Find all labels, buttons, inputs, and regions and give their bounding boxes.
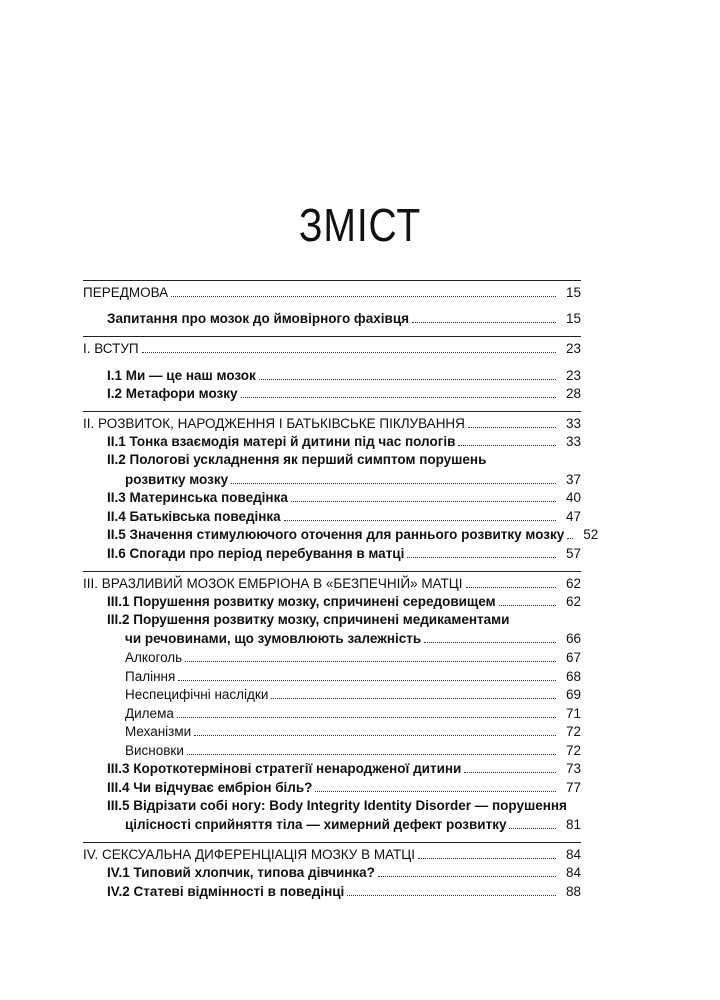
- toc-entry-title: IV.2 Статеві відмінності в поведінці: [107, 884, 345, 900]
- toc-section: [83, 571, 581, 842]
- toc-entry-title: Алкоголь: [125, 649, 183, 665]
- toc-entry-title: III.1 Порушення розвитку мозку, спричинені середовищем: [107, 594, 496, 610]
- dot-leader: [271, 685, 556, 699]
- toc-entry-title: II.2 Пологові ускладнення як перший симптом порушень: [107, 452, 487, 468]
- toc-page-number: 72: [565, 742, 581, 758]
- toc-entry[interactable]: [83, 451, 581, 470]
- dot-leader: [468, 414, 556, 428]
- toc-entry-title: I.1 Ми — це наш мозок: [107, 367, 256, 383]
- toc-chapter-entry[interactable]: [83, 339, 581, 358]
- dot-leader: [142, 339, 556, 353]
- toc-entry[interactable]: [83, 882, 581, 901]
- spacer: [83, 358, 581, 366]
- toc-entry[interactable]: [83, 760, 581, 779]
- toc-section: [83, 411, 599, 571]
- toc-entry[interactable]: [83, 488, 581, 507]
- dot-leader: [424, 630, 556, 644]
- page-title: ЗМІСТ: [298, 199, 422, 251]
- toc-entry-title: I. ВСТУП: [83, 341, 139, 356]
- dot-leader: [177, 704, 556, 718]
- toc-entry[interactable]: [83, 722, 581, 741]
- dot-leader: [171, 283, 556, 297]
- toc-page-number: 47: [565, 508, 581, 524]
- dot-leader: [418, 845, 556, 859]
- toc-entry-title: ПЕРЕДМОВА: [83, 284, 169, 300]
- toc-entry-title: II.3 Материнська поведінка: [107, 490, 288, 506]
- toc-entry[interactable]: [83, 685, 581, 704]
- toc-entry[interactable]: [83, 797, 581, 816]
- toc-entry[interactable]: [83, 592, 581, 611]
- toc-entry[interactable]: [83, 384, 581, 403]
- dot-leader: [347, 882, 556, 896]
- toc-page-number: 33: [565, 415, 581, 431]
- toc-entry-title: III.3 Короткотермінові стратегії ненародженої дитини: [107, 761, 462, 777]
- toc-page-number: 37: [565, 471, 581, 487]
- toc-entry[interactable]: [83, 778, 581, 797]
- toc-entry-title: Запитання про мозок до ймовірного фахівця: [107, 311, 409, 327]
- toc-entry-title: II.4 Батьківська поведінка: [107, 508, 281, 524]
- dot-leader: [466, 574, 556, 588]
- dot-leader: [412, 310, 556, 324]
- toc-page-number: 88: [565, 884, 581, 900]
- toc-entry-title: чи речовинами, що зумовлюють залежність: [125, 631, 422, 647]
- toc-page-number: 15: [565, 311, 581, 327]
- table-of-contents: [83, 280, 599, 909]
- toc-entry[interactable]: [83, 741, 581, 760]
- dot-leader: [315, 778, 556, 792]
- toc-page-number: 72: [565, 724, 581, 740]
- toc-section: [83, 280, 581, 336]
- toc-page-number: 40: [565, 490, 581, 506]
- dot-leader: [378, 864, 556, 878]
- spacer: [83, 302, 581, 310]
- toc-entry[interactable]: [83, 667, 581, 686]
- dot-leader: [567, 526, 573, 540]
- dot-leader: [509, 815, 556, 829]
- toc-section: [83, 842, 581, 909]
- toc-chapter-entry[interactable]: [83, 283, 581, 302]
- toc-page-number: 33: [565, 434, 581, 450]
- dot-leader: [458, 433, 556, 447]
- toc-entry-title: III.2 Порушення розвитку мозку, спричинені медикаментами: [107, 611, 510, 627]
- toc-entry[interactable]: [83, 815, 581, 834]
- toc-page-number: 84: [565, 846, 581, 862]
- toc-entry[interactable]: [83, 366, 581, 385]
- toc-entry[interactable]: [83, 864, 581, 883]
- toc-page-number: 62: [565, 575, 581, 591]
- dot-leader: [284, 507, 556, 521]
- toc-page-number: 57: [565, 545, 581, 561]
- toc-entry-title: III.5 Відрізати собі ногу: Body Integrity Identity Disorder — порушення: [107, 797, 567, 813]
- dot-leader: [464, 760, 556, 774]
- dot-leader: [407, 544, 556, 558]
- toc-page-number: 77: [565, 780, 581, 796]
- toc-entry-title: Висновки: [125, 742, 184, 758]
- toc-page-number: 69: [565, 687, 581, 703]
- toc-entry[interactable]: [83, 507, 581, 526]
- dot-leader: [259, 366, 556, 380]
- toc-entry[interactable]: [83, 611, 581, 630]
- toc-page-number: 23: [565, 341, 581, 356]
- dot-leader: [185, 648, 556, 662]
- toc-chapter-entry[interactable]: [83, 845, 581, 864]
- toc-page-number: 62: [565, 594, 581, 610]
- dot-leader: [291, 488, 556, 502]
- toc-entry[interactable]: [83, 526, 599, 545]
- dot-leader: [187, 741, 556, 755]
- toc-page-number: 67: [565, 649, 581, 665]
- toc-entry-title: Неспецифічні наслідки: [125, 687, 269, 703]
- toc-entry-title: I.2 Метафори мозку: [107, 386, 238, 402]
- dot-leader: [499, 592, 556, 606]
- dot-leader: [241, 384, 557, 398]
- toc-page-number: 71: [565, 705, 581, 721]
- toc-page-number: 81: [565, 817, 581, 833]
- toc-entry-title: II. РОЗВИТОК, НАРОДЖЕННЯ І БАТЬКІВСЬКЕ ПІКЛУВАННЯ: [83, 415, 465, 431]
- toc-entry[interactable]: [83, 433, 581, 452]
- toc-entry-title: Механізми: [125, 724, 192, 740]
- toc-entry[interactable]: [83, 470, 581, 489]
- toc-page-number: 23: [565, 367, 581, 383]
- toc-chapter-entry[interactable]: [83, 414, 581, 433]
- dot-leader: [178, 667, 556, 681]
- dot-leader: [194, 722, 556, 736]
- toc-entry-title: IV.1 Типовий хлопчик, типова дівчинка?: [107, 865, 375, 881]
- dot-leader: [231, 470, 556, 484]
- toc-chapter-entry[interactable]: [83, 574, 581, 593]
- toc-section: [83, 336, 581, 411]
- toc-entry[interactable]: [83, 310, 581, 329]
- toc-page-number: 52: [583, 527, 599, 543]
- toc-entry-title: розвитку мозку: [125, 471, 229, 487]
- toc-entry-title: цілісності сприйняття тіла — химерний дефект розвитку: [125, 817, 507, 833]
- toc-page-number: 66: [565, 631, 581, 647]
- toc-entry-title: II.5 Значення стимулюючого оточення для раннього розвитку мозку: [107, 527, 565, 543]
- toc-entry-title: II.6 Спогади про період перебування в матці: [107, 545, 405, 561]
- toc-entry[interactable]: [83, 648, 581, 667]
- toc-entry[interactable]: [83, 704, 581, 723]
- toc-entry-title: Паління: [125, 668, 176, 684]
- toc-entry-title: III.4 Чи відчуває ембріон біль?: [107, 780, 313, 796]
- toc-entry-title: III. ВРАЗЛИВИЙ МОЗОК ЕМБРІОНА В «БЕЗПЕЧНІЙ» МАТЦІ: [83, 575, 463, 591]
- toc-page-number: 84: [565, 865, 581, 881]
- toc-page-number: 15: [565, 284, 581, 300]
- toc-entry-title: Дилема: [125, 705, 174, 721]
- toc-page-number: 28: [565, 386, 581, 402]
- toc-page-number: 68: [565, 668, 581, 684]
- toc-entry-title: IV. СЕКСУАЛЬНА ДИФЕРЕНЦІАЦІЯ МОЗКУ В МАТЦІ: [83, 846, 416, 862]
- toc-page-number: 73: [565, 761, 581, 777]
- toc-entry[interactable]: [83, 630, 581, 649]
- toc-entry[interactable]: [83, 544, 581, 563]
- toc-entry-title: II.1 Тонка взаємодія матері й дитини під час пологів: [107, 434, 456, 450]
